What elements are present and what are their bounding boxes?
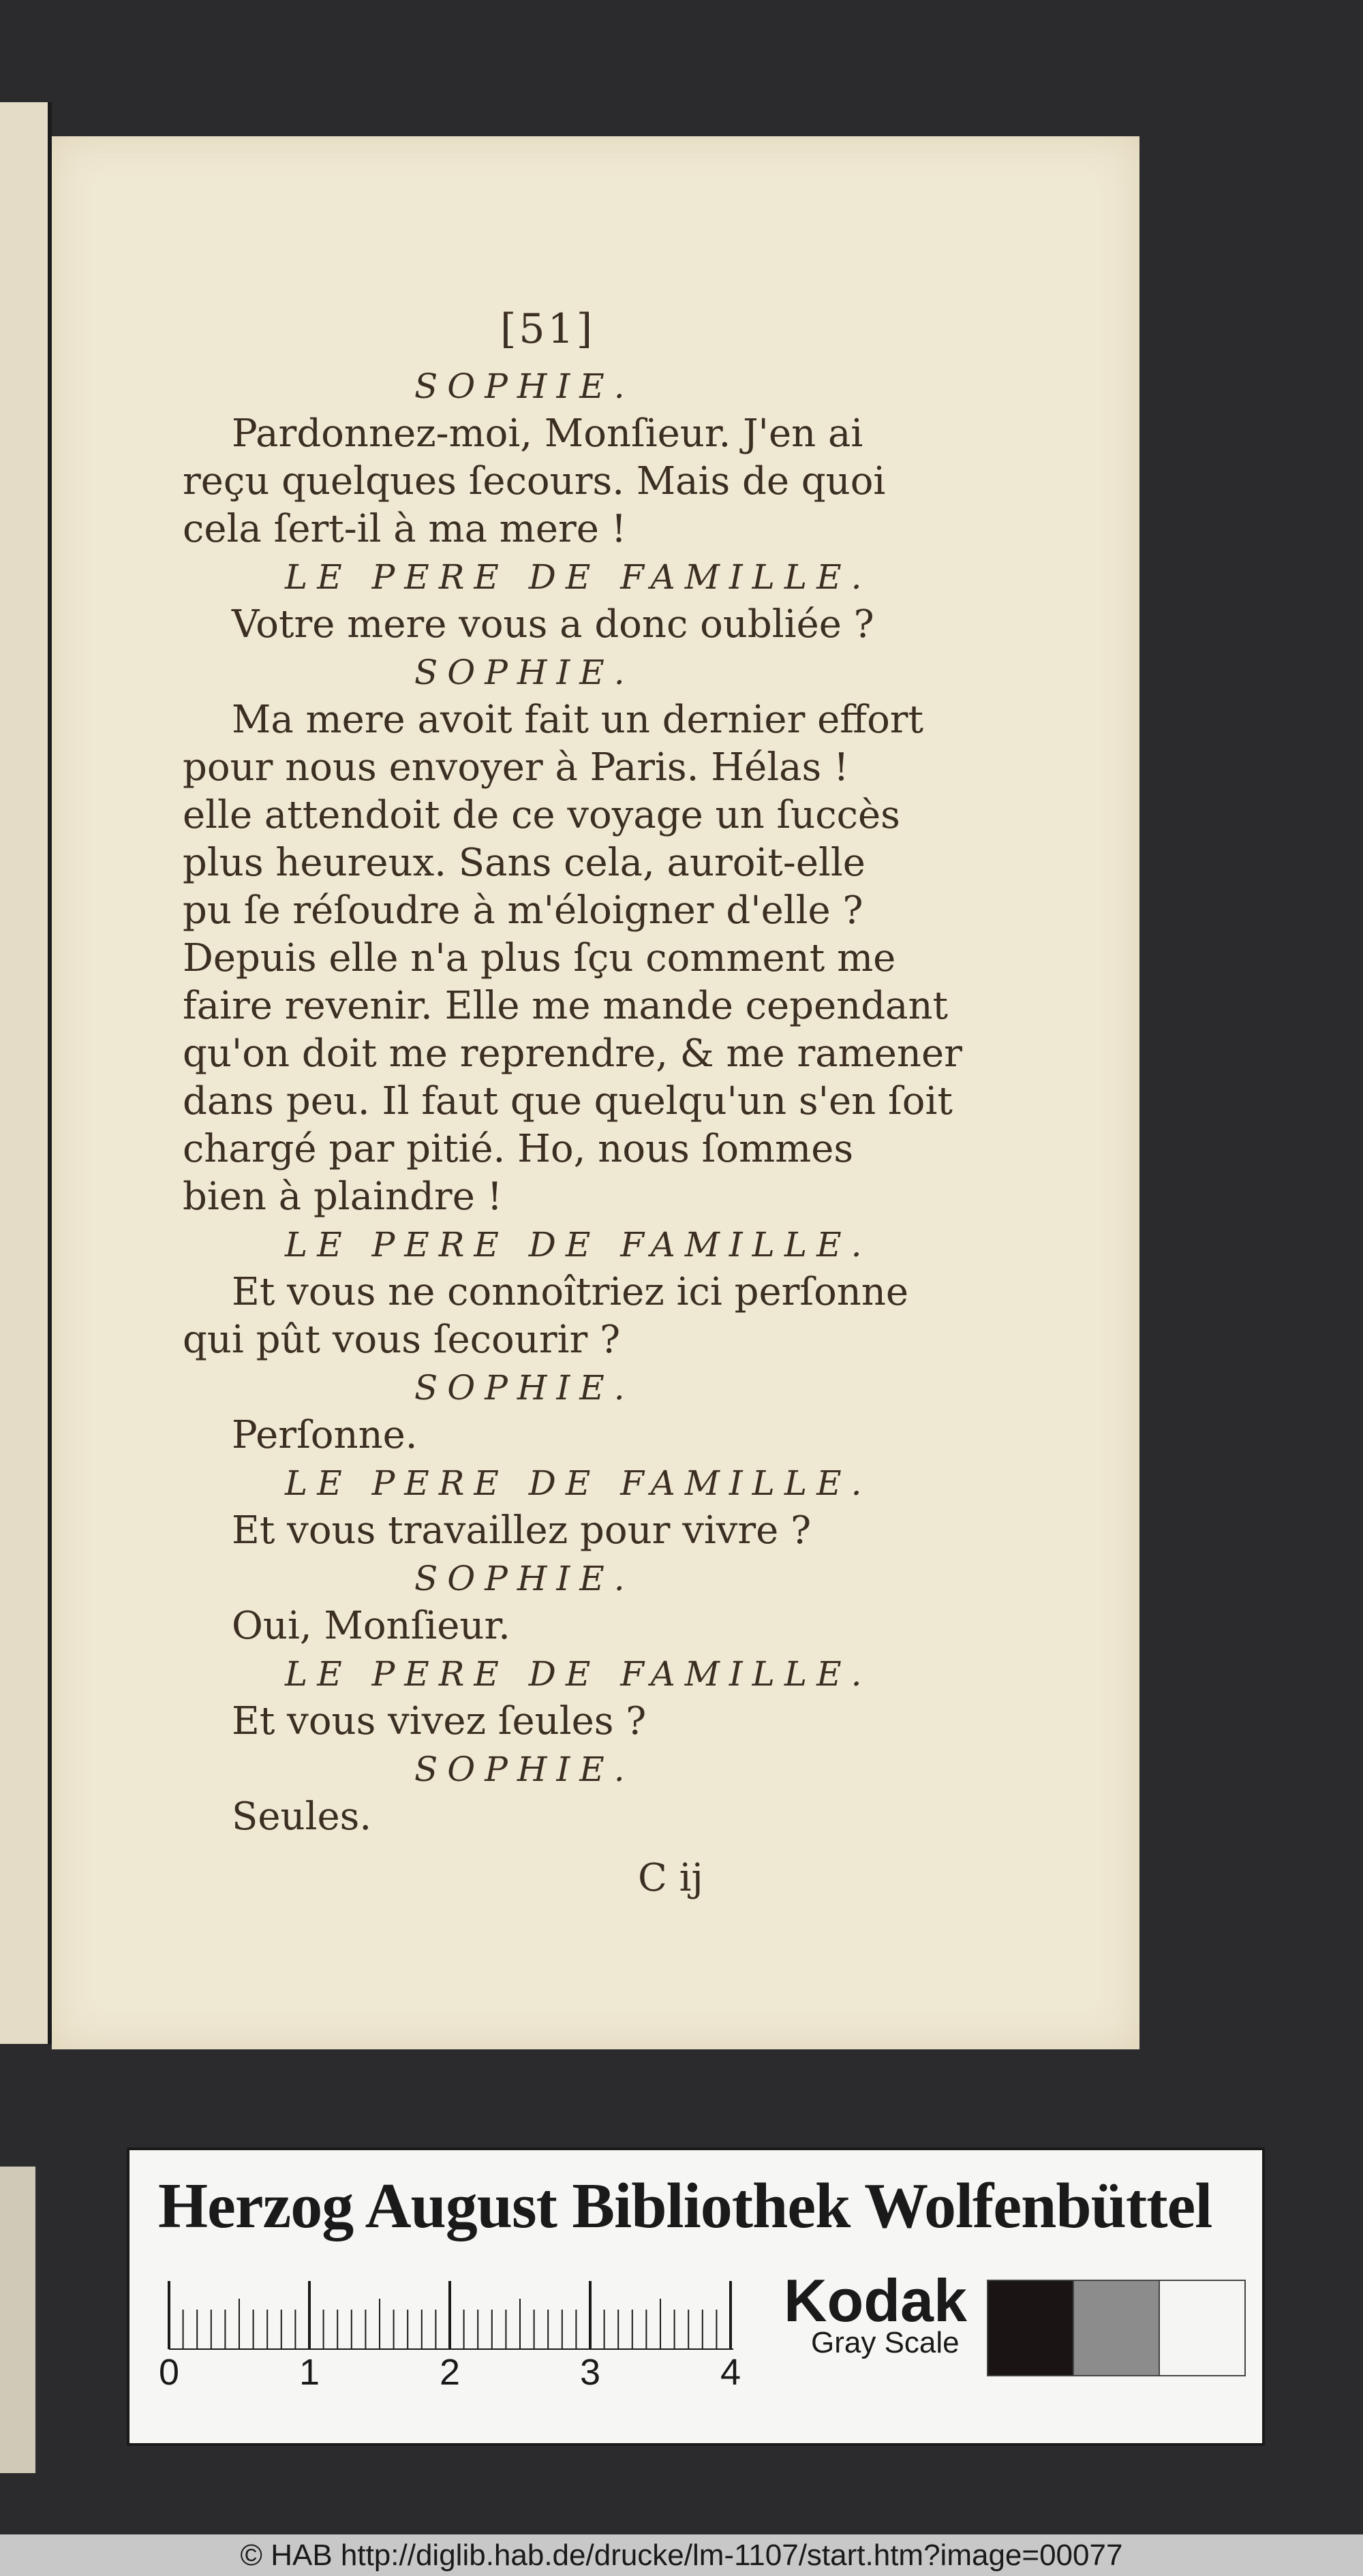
speaker-name: SOPHIE. xyxy=(414,1750,634,1789)
facing-page-edge xyxy=(0,102,52,2044)
ruler-label: 2 xyxy=(439,2352,461,2393)
speaker-name: LE PERE DE FAMILLE. xyxy=(285,1225,872,1264)
kodak-logo: Kodak xyxy=(784,2267,967,2334)
text-line: qui pût vous ſecourir ? xyxy=(183,1318,621,1362)
library-name: Herzog August Bibliothek Wolfenbüttel xyxy=(158,2171,1212,2241)
text-line: pu ſe réſoudre à m'éloigner d'elle ? xyxy=(183,888,863,933)
speaker-name: SOPHIE. xyxy=(414,653,634,692)
text-line: plus heureux. Sans cela, auroit-elle xyxy=(183,841,866,885)
ruler-label: 1 xyxy=(298,2352,320,2393)
text-line: faire revenir. Elle me mande cependant xyxy=(183,984,949,1028)
ruler-label: 4 xyxy=(720,2352,741,2393)
book-spine-edge xyxy=(0,2167,35,2473)
text-line: Pardonnez-moi, Monſieur. J'en ai xyxy=(232,412,863,456)
gray-swatch xyxy=(1073,2280,1160,2376)
text-line: Et vous ne connoîtriez ici perſonne xyxy=(232,1270,909,1314)
ruler-label: 0 xyxy=(158,2352,180,2393)
text-line: Et vous travaillez pour vivre ? xyxy=(232,1508,812,1553)
speaker-name: SOPHIE. xyxy=(414,1368,634,1408)
text-line: cela ſert-il à ma mere ! xyxy=(183,507,627,551)
text-line: Seules. xyxy=(232,1795,372,1839)
speaker-name: LE PERE DE FAMILLE. xyxy=(285,1463,872,1503)
gray-scale-label: Gray Scale xyxy=(811,2326,960,2359)
page-number: [51] xyxy=(500,305,596,353)
text-line: qu'on doit me reprendre, & me ramener xyxy=(183,1031,962,1076)
text-line: Perſonne. xyxy=(232,1413,418,1457)
black-swatch xyxy=(987,2280,1074,2376)
white-swatch xyxy=(1159,2280,1246,2376)
text-line: elle attendoit de ce voyage un ſuccès xyxy=(183,793,900,837)
ruler-label: 3 xyxy=(579,2352,601,2393)
speaker-name: SOPHIE. xyxy=(414,1559,634,1598)
text-line: Depuis elle n'a plus ſçu comment me xyxy=(183,936,896,980)
speaker-name: SOPHIE. xyxy=(414,367,634,406)
text-line: pour nous envoyer à Paris. Hélas ! xyxy=(183,745,849,790)
speaker-name: LE PERE DE FAMILLE. xyxy=(285,557,872,597)
text-line: Oui, Monſieur. xyxy=(232,1604,510,1648)
text-line: Ma mere avoit fait un dernier effort xyxy=(232,698,924,742)
text-line: chargé par pitié. Ho, nous ſommes xyxy=(183,1127,854,1171)
copyright-footer: © HAB http://diglib.hab.de/drucke/lm-1107/start.htm?image=00077 xyxy=(0,2534,1363,2576)
text-line: Et vous vivez ſeules ? xyxy=(232,1699,647,1743)
measurement-ruler xyxy=(158,2278,741,2393)
text-line: dans peu. Il faut que quelqu'un s'en ſoit xyxy=(183,1079,953,1123)
signature-mark: C ij xyxy=(638,1856,703,1900)
text-line: reçu quelques ſecours. Mais de quoi xyxy=(183,459,886,503)
speaker-name: LE PERE DE FAMILLE. xyxy=(285,1654,872,1694)
color-target-card xyxy=(127,2147,1265,2446)
book-page xyxy=(52,136,1139,2049)
text-line: Votre mere vous a donc oubliée ? xyxy=(232,602,874,647)
text-line: bien à plaindre ! xyxy=(183,1175,503,1219)
